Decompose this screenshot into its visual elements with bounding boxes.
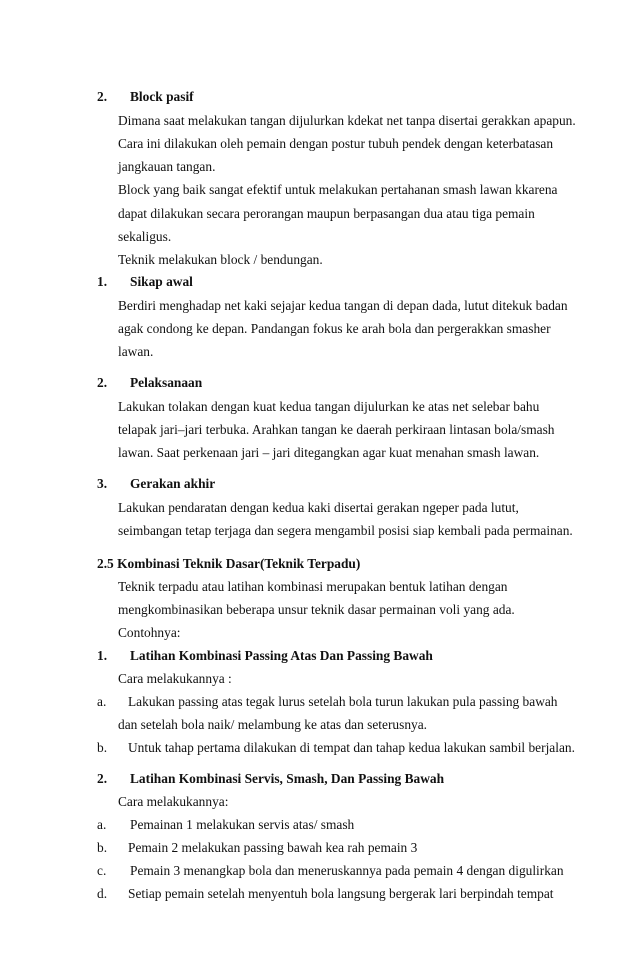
latihan-2-item-c-letter: c. <box>97 863 107 878</box>
pelaksanaan-number: 2. <box>97 375 108 390</box>
latihan-1-item-a-cont: dan setelah bola naik/ melambung ke atas dan seterusnya. <box>118 717 427 732</box>
sikap-awal-line-2: agak condong ke depan. Pandangan fokus ke arah bola dan pergerakkan smasher <box>118 321 551 336</box>
latihan-1-item-a-letter: a. <box>97 694 107 709</box>
section-2-5-heading: 2.5 Kombinasi Teknik Dasar(Teknik Terpadu) <box>97 556 361 571</box>
latihan-1-item-a-text: Lakukan passing atas tegak lurus setelah bola turun lakukan pula passing bawah <box>128 694 558 709</box>
block-pasif-line-3: jangkauan tangan. <box>118 159 216 174</box>
latihan-2-item-b-letter: b. <box>97 840 108 855</box>
sikap-awal-number: 1. <box>97 274 108 289</box>
section-2-5-line-1: Teknik terpadu atau latihan kombinasi merupakan bentuk latihan dengan <box>118 579 508 594</box>
block-pasif-title: Block pasif <box>130 89 194 104</box>
latihan-2-title: Latihan Kombinasi Servis, Smash, Dan Passing Bawah <box>130 771 445 786</box>
latihan-2-item-b-text: Pemain 2 melakukan passing bawah kea rah pemain 3 <box>128 840 418 855</box>
pelaksanaan-line-1: Lakukan tolakan dengan kuat kedua tangan dijulurkan ke atas net selebar bahu <box>118 399 540 414</box>
latihan-2-item-a-text: Pemainan 1 melakukan servis atas/ smash <box>130 817 355 832</box>
latihan-2-number: 2. <box>97 771 108 786</box>
block-pasif-line-2: Cara ini dilakukan oleh pemain dengan postur tubuh pendek dengan keterbatasan <box>118 136 554 151</box>
block-pasif-line-7: Teknik melakukan block / bendungan. <box>118 252 323 267</box>
latihan-2-intro: Cara melakukannya: <box>118 794 229 809</box>
block-pasif-line-1: Dimana saat melakukan tangan dijulurkan kdekat net tanpa disertai gerakkan apapun. <box>118 113 576 128</box>
latihan-2-item-d-text: Setiap pemain setelah menyentuh bola langsung bergerak lari berpindah tempat <box>128 886 554 901</box>
section-2-5-line-3: Contohnya: <box>118 625 181 640</box>
block-pasif-line-5: dapat dilakukan secara perorangan maupun berpasangan dua atau tiga pemain <box>118 206 535 221</box>
gerakan-akhir-title: Gerakan akhir <box>130 476 216 491</box>
latihan-1-title: Latihan Kombinasi Passing Atas Dan Passing Bawah <box>130 648 433 663</box>
pelaksanaan-title: Pelaksanaan <box>130 375 203 390</box>
latihan-1-intro: Cara melakukannya : <box>118 671 232 686</box>
sikap-awal-title: Sikap awal <box>130 274 193 289</box>
block-pasif-line-6: sekaligus. <box>118 229 172 244</box>
latihan-2-item-a-letter: a. <box>97 817 107 832</box>
section-2-5-line-2: mengkombinasikan beberapa unsur teknik dasar permainan voli yang ada. <box>118 602 515 617</box>
latihan-1-item-b-letter: b. <box>97 740 108 755</box>
block-pasif-number: 2. <box>97 89 108 104</box>
block-pasif-line-4: Block yang baik sangat efektif untuk melakukan pertahanan smash lawan kkarena <box>118 182 558 197</box>
gerakan-akhir-number: 3. <box>97 476 108 491</box>
latihan-2-item-d-letter: d. <box>97 886 108 901</box>
latihan-1-number: 1. <box>97 648 108 663</box>
latihan-2-item-c-text: Pemain 3 menangkap bola dan meneruskannya pada pemain 4 dengan digulirkan <box>130 863 564 878</box>
latihan-1-item-b-text: Untuk tahap pertama dilakukan di tempat dan tahap kedua lakukan sambil berjalan. <box>128 740 575 755</box>
sikap-awal-line-3: lawan. <box>118 344 154 359</box>
sikap-awal-line-1: Berdiri menghadap net kaki sejajar kedua tangan di depan dada, lutut ditekuk badan <box>118 298 568 313</box>
gerakan-akhir-line-1: Lakukan pendaratan dengan kedua kaki disertai gerakan ngeper pada lutut, <box>118 500 519 515</box>
pelaksanaan-line-3: lawan. Saat perkenaan jari – jari ditegangkan agar kuat menahan smash lawan. <box>118 445 540 460</box>
pelaksanaan-line-2: telapak jari–jari terbuka. Arahkan tangan ke daerah perkiraan lintasan bola/smash <box>118 422 555 437</box>
gerakan-akhir-line-2: seimbangan tetap terjaga dan segera mengambil posisi siap kembali pada permainan. <box>118 523 573 538</box>
